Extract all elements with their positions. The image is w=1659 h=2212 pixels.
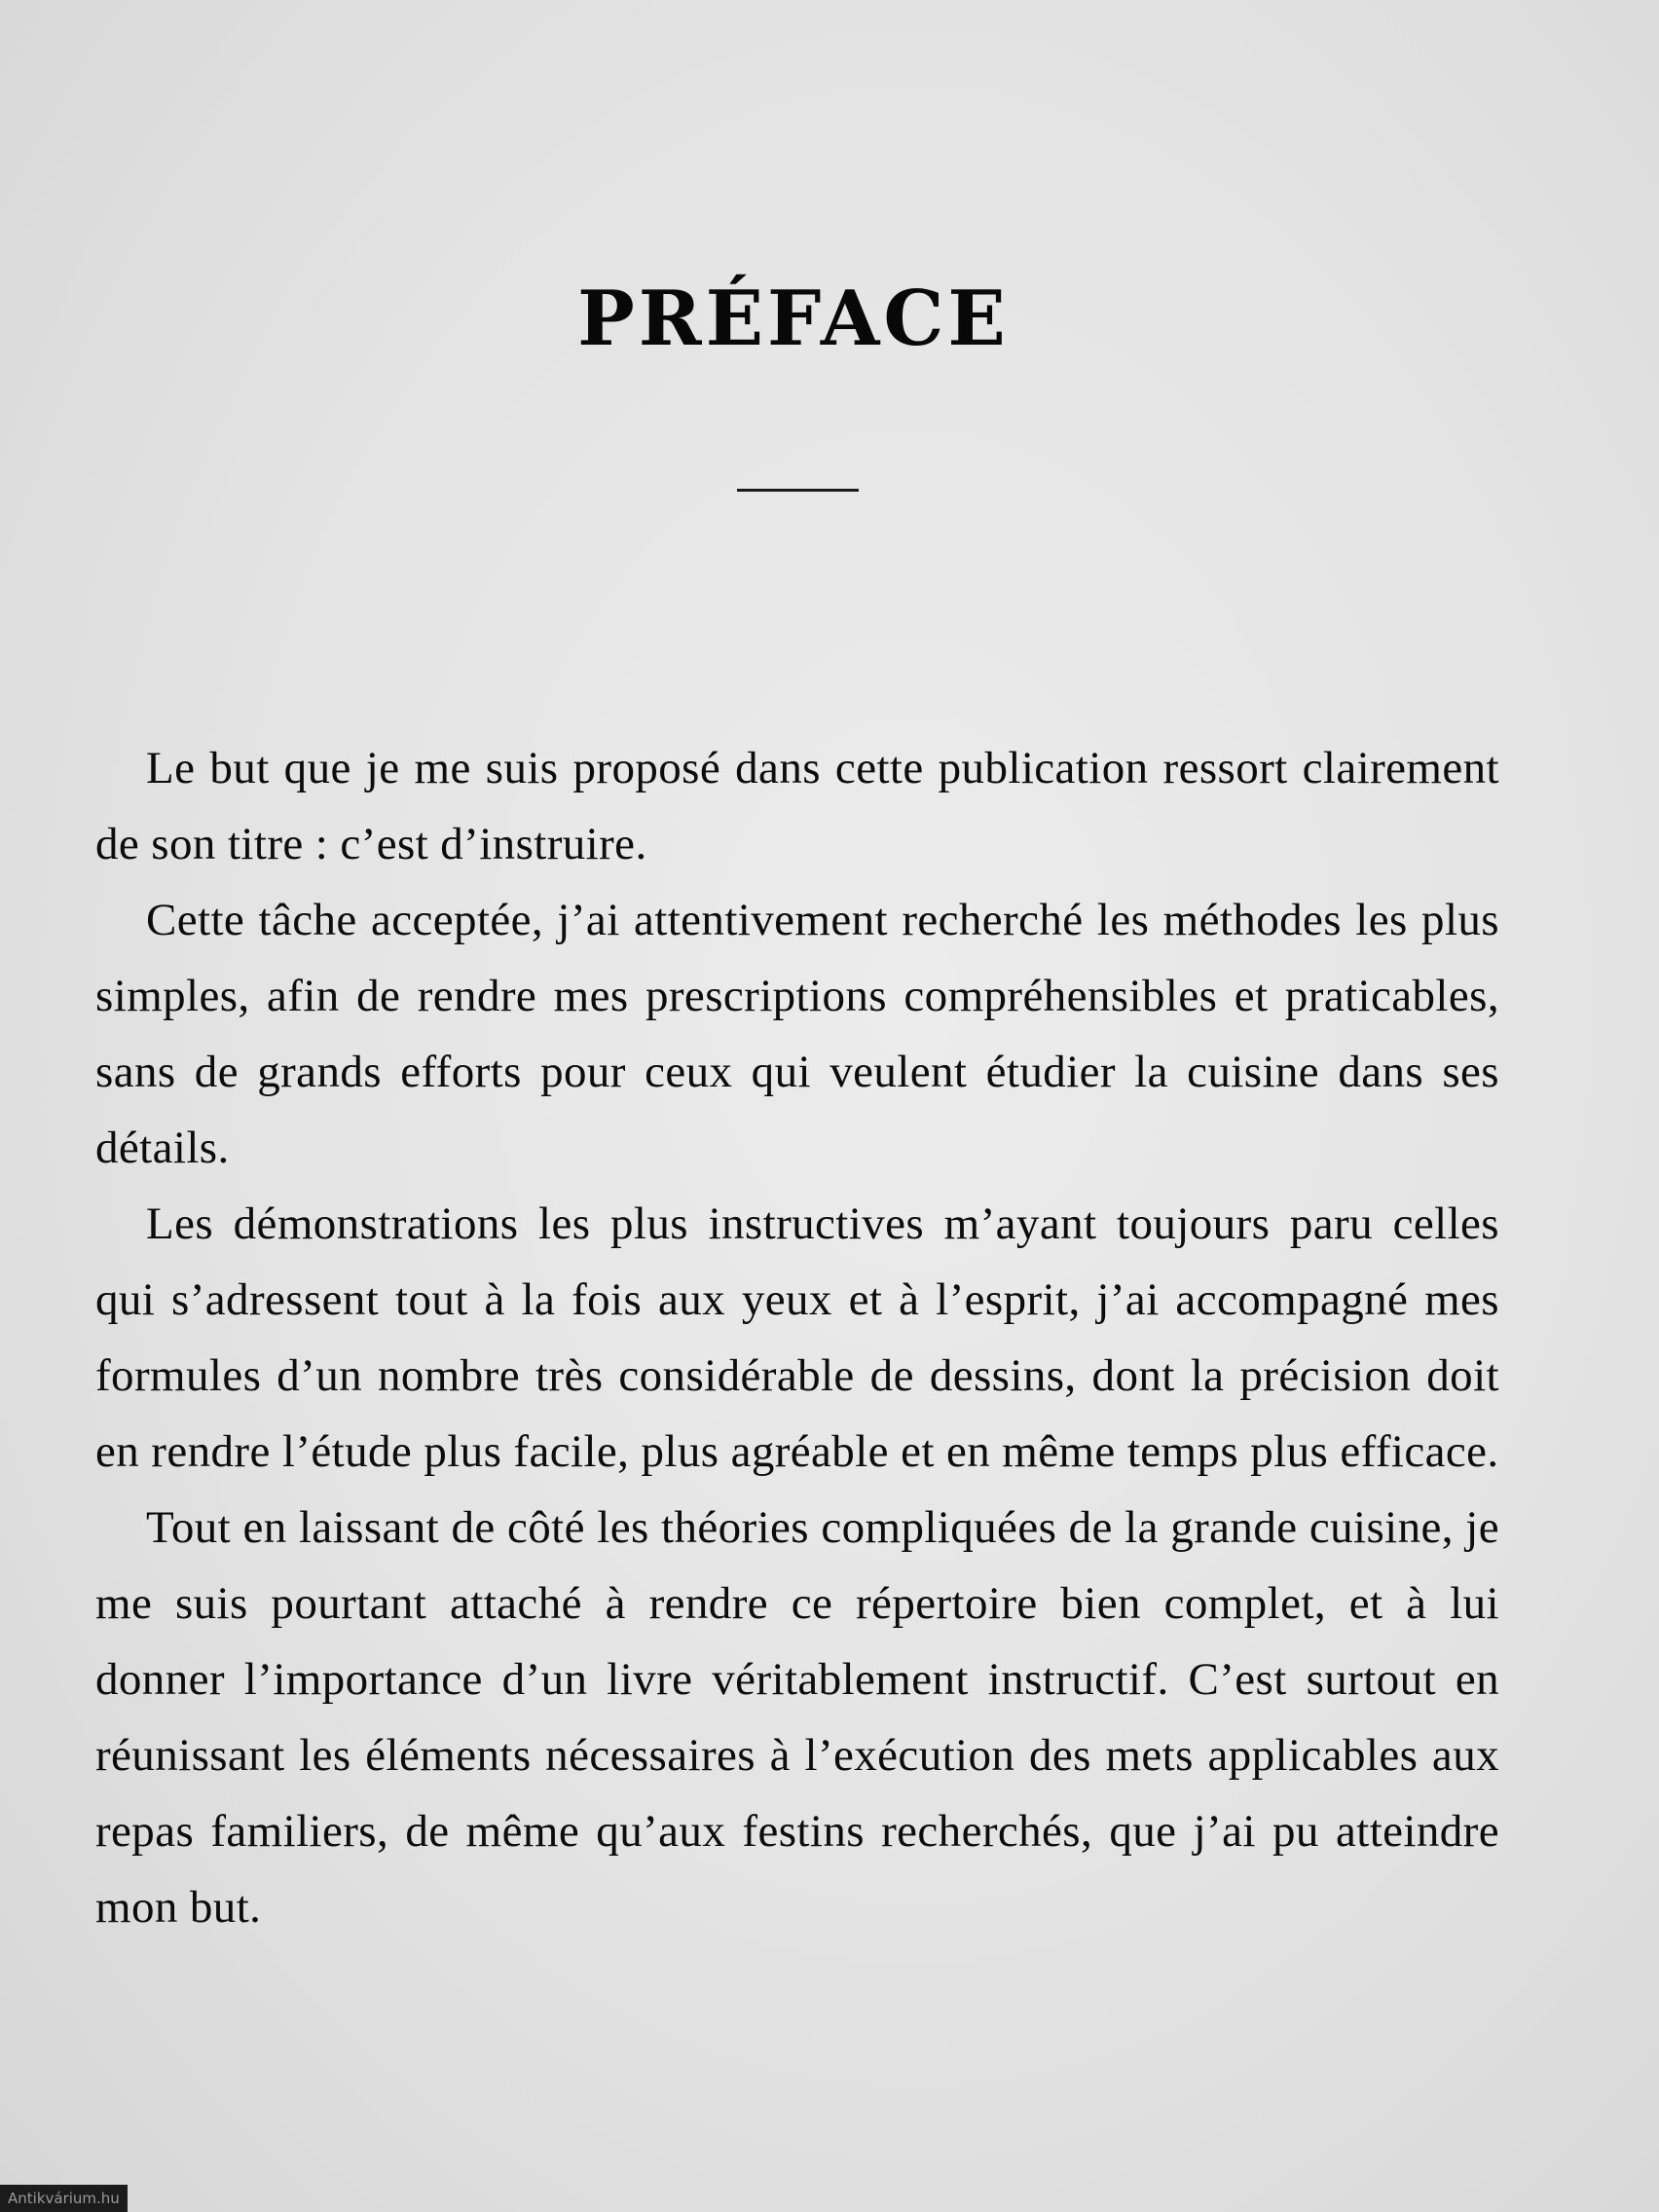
title-divider: [737, 489, 859, 492]
page-title: PRÉFACE: [577, 275, 1010, 363]
paragraph-2: Cette tâche acceptée, j’ai attentivement recherché les méthodes les plus simples, afin de rendre mes prescriptions compréhensibles et praticables, sans de grands efforts pour ceux qui veulent étudier la cuisine dans ses détails.: [95, 895, 1499, 1173]
paragraph-4: Tout en laissant de côté les théories compliquées de la grande cuisine, je me suis pourtant attaché à rendre ce répertoire bien complet, et à lui donner l’importance d’un livre véritablement instructif. C’est surtout en réunissant les éléments nécessaires à l’exécution des mets applicables aux repas familiers, de même qu’aux festins recherchés, que j’ai pu atteindre mon but.: [95, 1502, 1499, 1933]
watermark-label: Antikvárium.hu: [0, 2185, 128, 2212]
paragraph-3: Les démonstrations les plus instructives m’ayant toujours paru celles qui s’adressent tout à la fois aux yeux et à l’esprit, j’ai accompagné mes formules d’un nombre très considérable de dessins, dont la précision doit en rendre l’étude plus facile, plus agréable et en même temps plus efficace.: [95, 1198, 1499, 1477]
paragraph-1: Le but que je me suis proposé dans cette publication ressort clairement de son titre : c’est d’instruire.: [95, 743, 1499, 869]
preface-body: [95, 730, 1499, 1945]
